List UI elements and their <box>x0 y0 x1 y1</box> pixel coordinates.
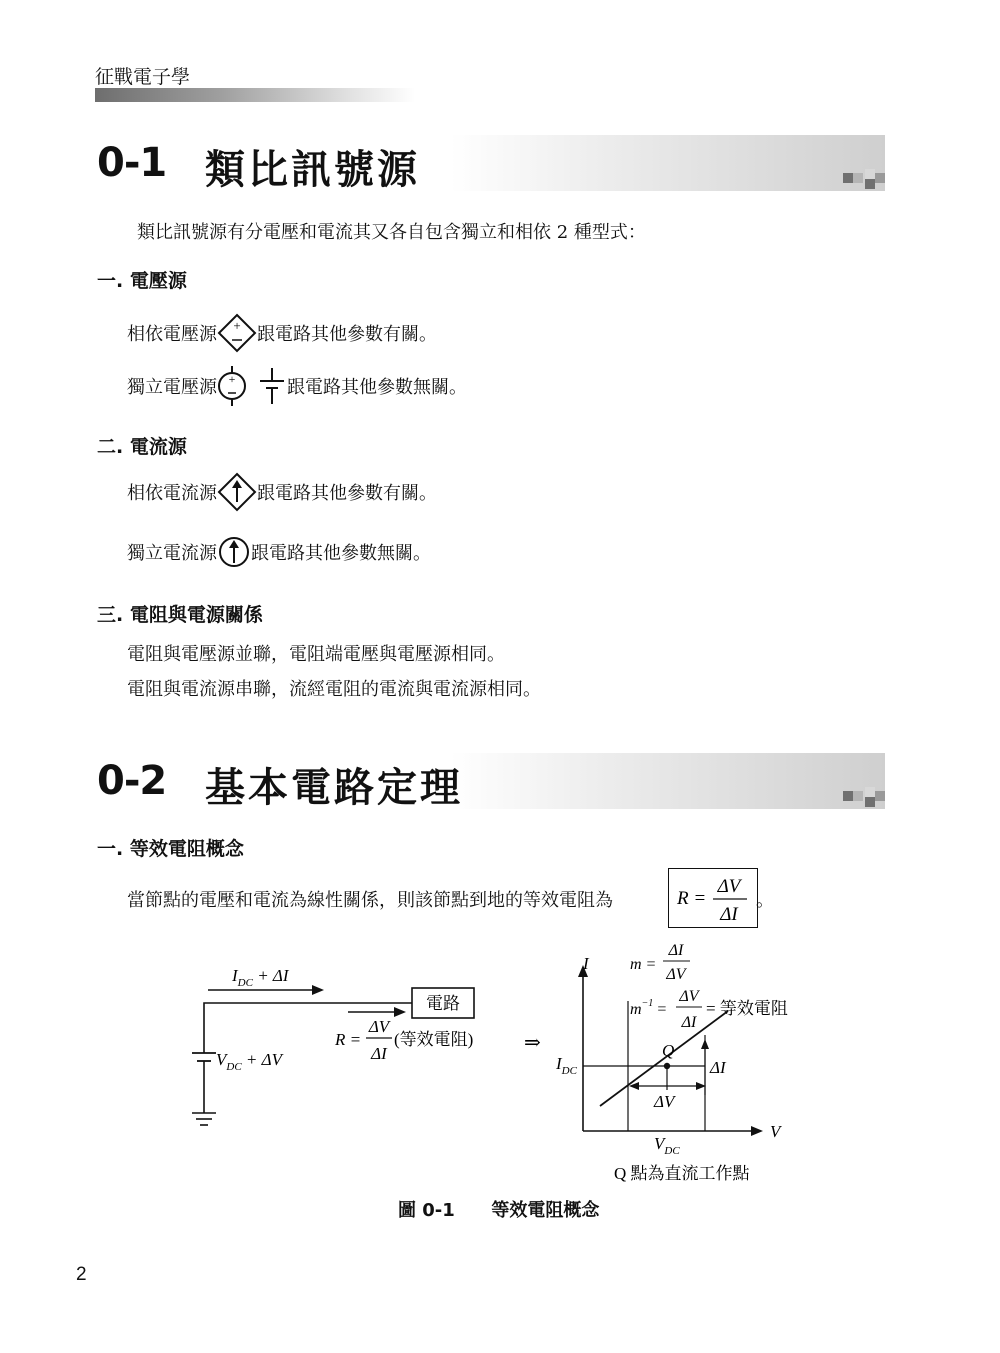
minv-lhs: $m^{-1}$ = <box>630 998 667 1018</box>
svg-text:+: + <box>228 372 236 386</box>
dependent-current-desc: 跟電路其他參數有關。 <box>257 483 437 504</box>
equivalent-resistance-sentence: 當節點的電壓和電流為線性關係，則該節點到地的等效電阻為 <box>127 890 613 911</box>
dependent-current-row <box>127 472 437 512</box>
eq-lhs: R = <box>677 888 707 909</box>
independent-current-source-icon <box>217 530 251 574</box>
subheading-equivalent-resistance: 一. 等效電阻概念 <box>97 838 244 860</box>
r-note: (等效電阻) <box>394 1030 474 1049</box>
independent-voltage-row <box>127 366 467 406</box>
dependent-voltage-desc: 跟電路其他參數有關。 <box>257 324 437 345</box>
r-numerator: ΔV <box>368 1017 390 1036</box>
section-number: 0-1 <box>97 140 167 186</box>
relation-line-1: 電阻與電壓源並聯，電阻端電壓與電壓源相同。 <box>127 644 505 665</box>
r-denominator: ΔI <box>371 1044 387 1063</box>
book-title: 征戰電子學 <box>95 67 191 88</box>
vdc-label: $V_{DC}$ <box>654 1134 680 1157</box>
equation-formula <box>675 871 751 925</box>
svg-text:+: + <box>233 318 241 333</box>
m-numerator: ΔI <box>668 942 684 959</box>
m-denominator: ΔV <box>666 966 686 983</box>
m-lhs: m = <box>630 956 657 973</box>
dependent-voltage-row <box>127 313 437 353</box>
figure-caption <box>398 1196 599 1222</box>
subheading-resistor-source-relation: 三. 電阻與電源關係 <box>97 604 263 626</box>
independent-voltage-source-icon <box>217 366 251 406</box>
header-gradient-bar <box>95 88 415 102</box>
x-axis-label: V <box>770 1122 781 1141</box>
section-title: 類比訊號源 <box>205 146 420 193</box>
dependent-current-source-icon <box>217 472 257 512</box>
subheading-current-source: 二. 電流源 <box>97 436 187 458</box>
figure-caption-text: 等效電阻概念 <box>491 1200 600 1221</box>
independent-voltage-label: 獨立電壓源 <box>127 377 217 398</box>
section-number: 0-2 <box>97 758 167 804</box>
delta-i-label: ΔI <box>710 1058 726 1077</box>
intro-paragraph: 類比訊號源有分電壓和電流其又各自包含獨立和相依 2 種型式： <box>137 222 646 243</box>
minv-numerator: ΔV <box>679 988 699 1005</box>
figure-caption-number: 圖 0-1 <box>398 1200 455 1221</box>
y-axis-label: I <box>583 954 589 973</box>
dependent-voltage-label: 相依電壓源 <box>127 324 217 345</box>
page-number: 2 <box>76 1264 87 1285</box>
r-lhs: R = <box>335 1030 362 1049</box>
independent-current-desc: 跟電路其他參數無關。 <box>251 543 431 564</box>
independent-voltage-desc: 跟電路其他參數無關。 <box>287 377 467 398</box>
dependent-current-label: 相依電流源 <box>127 483 217 504</box>
minv-rhs: = 等效電阻 <box>706 999 788 1018</box>
subheading-voltage-source: 一. 電壓源 <box>97 270 187 292</box>
eq-numerator: ΔV <box>717 876 741 897</box>
dependent-voltage-source-icon <box>217 313 257 353</box>
battery-icon <box>257 366 287 406</box>
minv-exponent: −1 <box>641 998 654 1009</box>
decorative-squares <box>843 787 885 807</box>
eq-denominator: ΔI <box>720 904 738 925</box>
minv-denominator: ΔI <box>681 1014 697 1031</box>
current-label: $I_{DC} + \Delta I$ <box>232 966 289 989</box>
independent-current-label: 獨立電流源 <box>127 543 217 564</box>
equation-box <box>668 868 758 928</box>
q-point-note: Q 點為直流工作點 <box>614 1164 750 1183</box>
decorative-squares <box>843 169 885 189</box>
independent-current-row <box>127 530 431 574</box>
delta-v-label: ΔV <box>654 1092 675 1111</box>
implies-arrow: ⇒ <box>524 1032 541 1054</box>
circuit-diagram <box>192 966 474 1125</box>
q-label: Q <box>662 1041 675 1060</box>
figure-equivalent-resistance <box>180 935 820 1190</box>
sentence-period: 。 <box>756 890 774 911</box>
circuit-block-label: 電路 <box>426 994 460 1013</box>
idc-label: $I_{DC}$ <box>556 1054 577 1077</box>
source-label: $V_{DC} + \Delta V$ <box>216 1050 283 1073</box>
iv-graph <box>555 942 788 1183</box>
section-title: 基本電路定理 <box>205 764 463 811</box>
relation-line-2: 電阻與電流源串聯，流經電阻的電流與電流源相同。 <box>127 679 541 700</box>
